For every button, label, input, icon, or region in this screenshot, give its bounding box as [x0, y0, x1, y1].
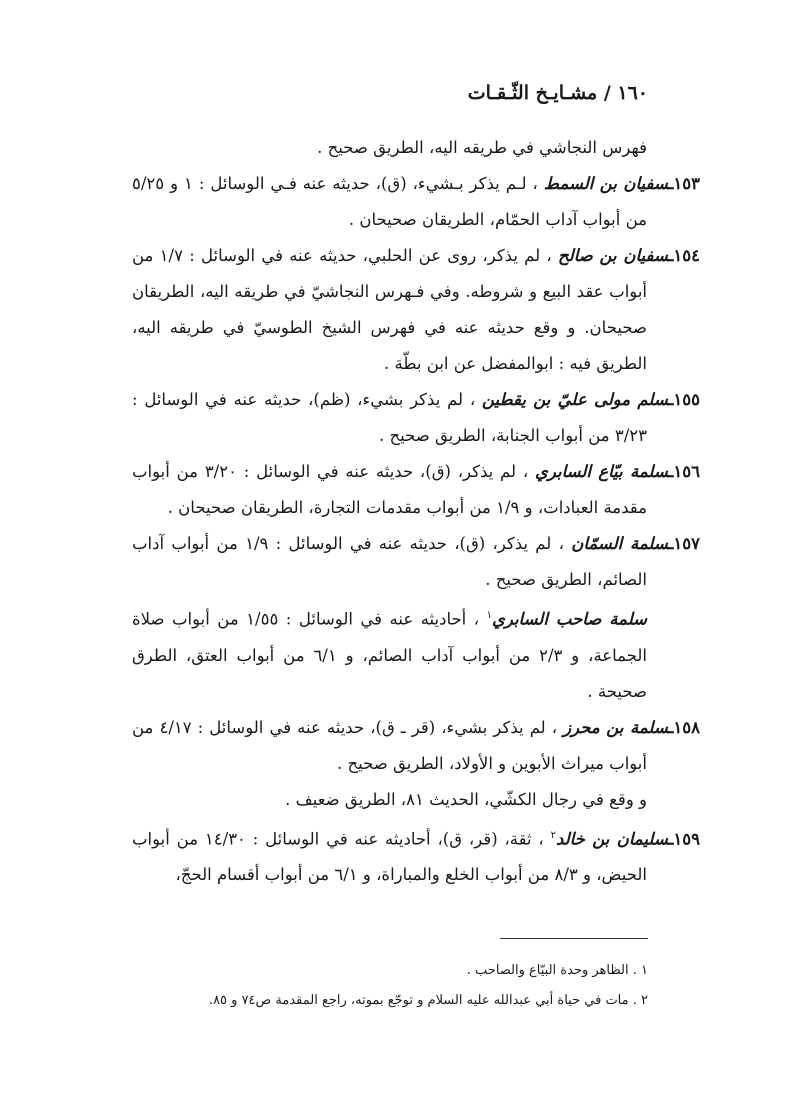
- footnotes: [128, 956, 648, 1016]
- sub-entry-salama-sahib: [132, 598, 700, 710]
- narrator-name: سلمة صاحب السابري: [491, 609, 647, 629]
- entry-text: ، لم يذكر، روى عن الحلبي، حديثه عنه في الوسائل : ١/٧ من أبواب عقد البيع و شروطه. وفي فـهرس النجاشيّ في طريقه اليه، الطريقان صحيحان. و وقع حديثه عنه في فهرس الشيخ الطوسيّ في طريقه اليه، الطريق فيه : ابوالمفضل عن ابن بطّة .: [132, 246, 647, 373]
- entry-159: [132, 818, 700, 894]
- continued-paragraph: فهرس النجاشي في طريقه اليه، الطريق صحيح .: [317, 138, 647, 157]
- narrator-name: سلم مولى عليّ بن يقطين: [481, 390, 669, 409]
- footnote-1: ١ . الظاهر وحدة البيّاع والصاحب .: [466, 963, 648, 978]
- footnote-ref: ١: [486, 610, 492, 621]
- footnote-ref: ٢: [550, 829, 556, 841]
- entry-text: ، لم يذكر بشيء، (قر ـ ق)، حديثه عنه في الوسائل : ٤/١٧ من أبواب ميراث الأبوين و الأولاد، الطريق صحيح .: [132, 717, 647, 773]
- entry-text: ، لـم يذكر بـشيء، (ق)، حديثه عنه فـي الوسائل : ١ و ٥/٢٥ من أبواب آداب الحمّام، الطريقان صحيحان .: [132, 174, 647, 229]
- entry-text: ، لم يذكر، (ق)، حديثه عنه في الوسائل : ٣/٢٠ من أبواب مقدمة العبادات، و ١/٩ من أبواب مقدمات التجارة، الطريقان صحيحان .: [132, 462, 647, 517]
- narrator-name: سفيان بن صالح: [558, 246, 669, 265]
- entry-155: [132, 382, 700, 454]
- entry-number: ١٥٣ـ: [668, 174, 700, 193]
- narrator-name: سلمة بن محرز: [563, 717, 669, 737]
- running-header: ١٦٠ / مشـايـخ الثّـقـات: [467, 82, 648, 104]
- entry-number: ١٥٤ـ: [668, 246, 700, 265]
- entry-157: [132, 526, 700, 598]
- entry-number: ١٥٥ـ: [668, 390, 701, 409]
- entry-text: ، ثقة، (قر، ق)، أحاديثه عنه في الوسائل : ١٤/٣٠ من أبواب الحيض، و ٨/٣ من أبواب الخلع والمباراة، و ٦/١ من أبواب أقسام الحجّ،: [132, 829, 647, 884]
- entry-text: ، أحاديثه عنه في الوسائل : ١/٥٥ من أبواب صلاة الجماعة، و ٢/٣ من أبواب آداب الصائم، و ٦/١ من أبواب العتق، الطرق صحيحة .: [132, 609, 647, 701]
- entry-156: [132, 454, 700, 526]
- entry-number: ١٥٦ـ: [668, 462, 700, 481]
- narrator-name: سفيان بن السمط: [543, 174, 669, 193]
- footnote-2: ٢ . مات في حياة أبي عبدالله عليه السلام و توجّع بموته، راجع المقدمة ص٧٤ و ٨٥.: [208, 993, 648, 1008]
- continued-note: و وقع في رجال الكشّي، الحديث ٨١، الطريق ضعيف .: [285, 789, 647, 809]
- entry-number: ١٥٧ـ: [668, 534, 700, 553]
- narrator-name: سلمة بيّاع السابري: [534, 462, 669, 481]
- entry-number: ١٥٩ـ: [668, 829, 700, 848]
- entry-158: [132, 710, 700, 782]
- entry-text: ، لم يذكر بشيء، (ظم)، حديثه عنه في الوسائل : ٣/٢٣ من أبواب الجنابة، الطريق صحيح .: [132, 390, 647, 445]
- footnote-divider: [500, 938, 648, 939]
- page-body: [132, 130, 700, 893]
- narrator-name: سليمان بن خالد: [555, 829, 669, 848]
- entry-153: [132, 166, 700, 238]
- entry-text: ، لم يذكر، (ق)، حديثه عنه في الوسائل : ١/٩ من أبواب آداب الصائم، الطريق صحيح .: [132, 534, 647, 589]
- entry-number: ١٥٨ـ: [668, 717, 700, 737]
- narrator-name: سلمة السمّان: [571, 534, 669, 553]
- entry-154: [132, 238, 700, 382]
